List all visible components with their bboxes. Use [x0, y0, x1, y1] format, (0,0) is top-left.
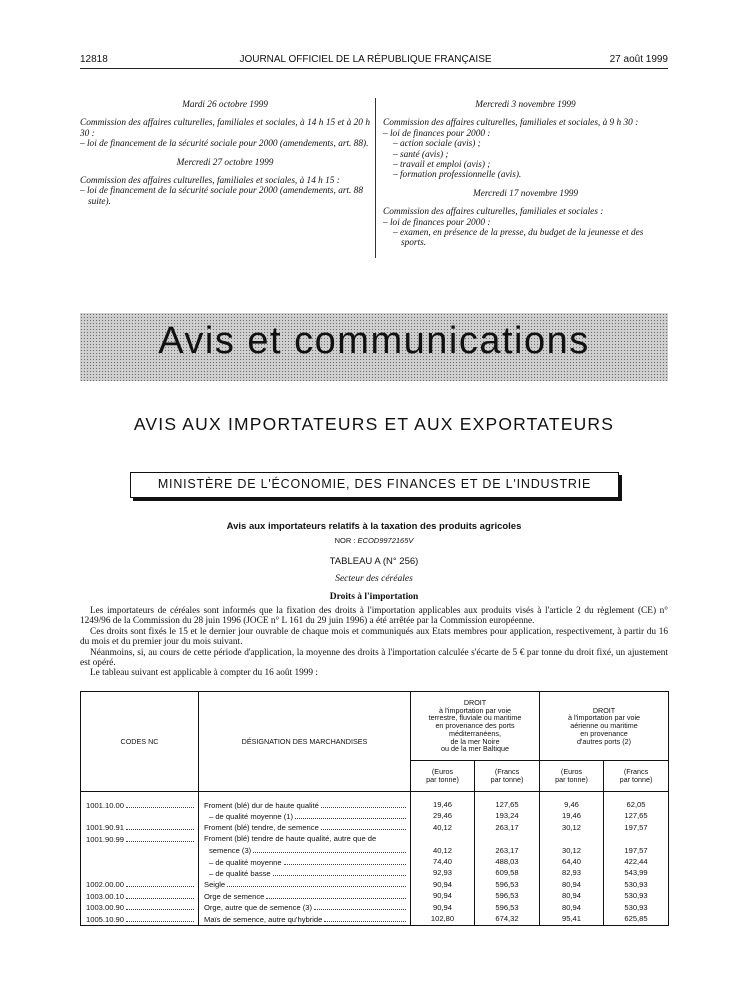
right-day2-heading: Mercredi 17 novembre 1999 — [472, 188, 579, 199]
right-day1-heading: Mercredi 3 novembre 1999 — [475, 100, 576, 110]
designation: – de qualité basse — [209, 868, 271, 878]
spacer-cell — [475, 792, 540, 800]
designation: Froment (blé) dur de haute qualité — [204, 800, 319, 810]
nor-code: ECOD9972165V — [357, 536, 414, 545]
nc-code: 1002.00.00 — [86, 880, 125, 890]
designation: Orge, autre que de semence (3) — [204, 903, 313, 913]
right-day1-subitem: – santé (avis) ; — [393, 149, 449, 160]
header-line: en provenance — [580, 728, 628, 738]
value-euros-1: 29,46 — [411, 811, 475, 822]
nc-code-cell — [81, 811, 199, 822]
designation: Seigle — [204, 880, 226, 890]
secteur-title: Secteur des céréales — [335, 574, 413, 584]
header-line: méditerranéens, — [449, 728, 501, 738]
designation-cell — [199, 857, 411, 868]
value-francs-1: 193,24 — [475, 811, 540, 822]
journal-title: JOURNAL OFFICIEL DE LA RÉPUBLIQUE FRANÇAISE — [239, 54, 492, 65]
header-line: d'autres ports (2) — [576, 736, 632, 746]
droits-title: Droits à l'importation — [329, 592, 419, 602]
designation: – de qualité moyenne — [209, 857, 282, 867]
designation-cell — [199, 845, 411, 856]
notice-paragraph: Ces droits sont fixés le 15 et le dernier jour ouvrable de chaque mois et communiqués aux Etats membres pour application, respectivement, à partir du 16 du mois et du premier jour du mois suivant. — [80, 626, 668, 648]
spacer-cell — [199, 792, 411, 800]
right-day1-item: – loi de finances pour 2000 : — [383, 128, 491, 139]
value-francs-2: 62,05 — [604, 800, 669, 811]
nc-code-cell — [81, 834, 199, 845]
header-line: à l'importation par voie — [438, 705, 512, 715]
value-euros-1: 40,12 — [411, 845, 475, 856]
unit-francs-2: (Francs par tonne) — [604, 761, 669, 792]
value-euros-2: 95,41 — [540, 914, 604, 926]
table-row — [81, 902, 669, 913]
ministry-name: MINISTÈRE DE L'ÉCONOMIE, DES FINANCES ET DE L'INDUSTRIE — [157, 477, 592, 491]
header-droit-aerienne — [540, 692, 669, 761]
notice-paragraph: Les importateurs de céréales sont informés que la fixation des droits à l'importation applicables aux produits visés à l'article 2 du règlement (CE) n° 1249/96 de la Commission du 28 juin 1996 (JOCE n° L 161 du 29 juin 1996) a été arrêtée par la Commission européenne. — [80, 606, 668, 627]
nc-code: 1005.10.90 — [86, 914, 125, 924]
nor-label: NOR : — [334, 536, 356, 545]
value-francs-2: 530,93 — [604, 891, 669, 902]
nor-reference — [80, 536, 668, 545]
value-francs-2: 530,93 — [604, 879, 669, 890]
right-day1-subitem: – travail et emploi (avis) ; — [393, 160, 491, 171]
header-rule — [80, 68, 668, 69]
unit-euros-2: (Euros par tonne) — [540, 761, 604, 792]
left-column — [80, 100, 370, 207]
value-francs-2 — [604, 834, 669, 845]
value-francs-1: 609,58 — [475, 868, 540, 879]
value-francs-2: 197,57 — [604, 845, 669, 856]
header-droit-terrestre — [411, 692, 540, 761]
value-francs-2: 625,85 — [604, 914, 669, 926]
header-line: DROIT — [463, 697, 487, 707]
spacer-cell — [81, 792, 199, 800]
value-euros-2: 64,40 — [540, 857, 604, 868]
right-column — [383, 100, 668, 249]
notice-title: Avis aux importateurs relatifs à la taxation des produits agricoles — [226, 521, 522, 532]
banner-title: Avis et communications — [158, 320, 590, 362]
designation-cell — [199, 822, 411, 833]
designation: Froment (blé) tendre de haute qualité, autre que de — [204, 834, 377, 844]
nc-code: 1003.00.10 — [86, 891, 125, 901]
header-line: terrestre, fluviale ou maritime — [428, 713, 522, 723]
nc-code: 1001.90.91 — [86, 823, 125, 833]
value-francs-2: 530,93 — [604, 902, 669, 913]
header-line: ou de la mer Baltique — [441, 744, 509, 754]
value-francs-1: 127,65 — [475, 800, 540, 811]
right-day1-commission: Commission des affaires culturelles, familiales et sociales, à 9 h 30 : — [383, 118, 639, 129]
right-day2-commission: Commission des affaires culturelles, familiales et sociales : — [383, 207, 604, 218]
nc-code-cell — [81, 902, 199, 913]
value-euros-2: 80,94 — [540, 902, 604, 913]
table-row — [81, 845, 669, 856]
designation-cell — [199, 891, 411, 902]
value-euros-2: 30,12 — [540, 845, 604, 856]
notice-paragraph: Le tableau suivant est applicable à compter du 16 août 1999 : — [90, 668, 318, 679]
value-francs-2: 127,65 — [604, 811, 669, 822]
nc-code-cell — [81, 868, 199, 879]
value-euros-1: 90,94 — [411, 902, 475, 913]
issue-date: 27 août 1999 — [609, 54, 668, 65]
value-euros-2: 80,94 — [540, 891, 604, 902]
nc-code: 1001.10.00 — [86, 800, 125, 810]
tariff-table — [80, 691, 669, 926]
spacer-cell — [540, 792, 604, 800]
table-row — [81, 914, 669, 926]
designation: Froment (blé) tendre, de semence — [204, 823, 319, 833]
left-day2-heading: Mercredi 27 octobre 1999 — [176, 157, 274, 168]
value-euros-2 — [540, 834, 604, 845]
table-body — [81, 792, 669, 926]
left-day1-item: – loi de financement de la sécurité sociale pour 2000 (amendements, art. 88). — [80, 139, 369, 150]
designation-cell — [199, 800, 411, 811]
value-euros-2: 80,94 — [540, 879, 604, 890]
table-row — [81, 868, 669, 879]
page-number: 12818 — [80, 54, 108, 65]
header-designation: DÉSIGNATION DES MARCHANDISES — [199, 692, 411, 792]
value-euros-2: 9,46 — [540, 800, 604, 811]
designation: – de qualité moyenne (1) — [209, 811, 294, 821]
value-francs-1: 596,53 — [475, 879, 540, 890]
notice-body — [80, 606, 668, 679]
designation-cell — [199, 879, 411, 890]
unit-francs-1: (Francs par tonne) — [475, 761, 540, 792]
value-francs-1: 596,53 — [475, 902, 540, 913]
value-euros-2: 19,46 — [540, 811, 604, 822]
nc-code-cell — [81, 822, 199, 833]
designation-cell — [199, 834, 411, 845]
value-francs-1: 596,53 — [475, 891, 540, 902]
value-euros-2: 30,12 — [540, 822, 604, 833]
value-euros-2: 82,93 — [540, 868, 604, 879]
right-day2-subitem: – examen, en présence de la presse, du budget de la jeunesse et des sports. — [393, 228, 644, 249]
table-row — [81, 879, 669, 890]
header-line: en provenance des ports — [435, 721, 515, 731]
value-euros-1: 102,80 — [411, 914, 475, 926]
value-francs-2: 422,44 — [604, 857, 669, 868]
value-euros-1: 74,40 — [411, 857, 475, 868]
nc-code-cell — [81, 845, 199, 856]
designation-cell — [199, 868, 411, 879]
value-euros-1: 90,94 — [411, 879, 475, 890]
unit-euros-1: (Euros par tonne) — [411, 761, 475, 792]
value-francs-2: 543,99 — [604, 868, 669, 879]
tableau-title: TABLEAU A (N° 256) — [329, 556, 419, 567]
table-row — [81, 891, 669, 902]
value-euros-1 — [411, 834, 475, 845]
right-day2-item: – loi de finances pour 2000 : — [383, 217, 491, 228]
designation: semence (3) — [209, 846, 252, 856]
value-francs-1: 263,17 — [475, 822, 540, 833]
left-day2-commission: Commission des affaires culturelles, familiales et sociales, à 14 h 15 : — [80, 176, 340, 187]
value-francs-1: 488,03 — [475, 857, 540, 868]
nc-code-cell — [81, 914, 199, 926]
spacer-cell — [411, 792, 475, 800]
section-title: AVIS AUX IMPORTATEURS ET AUX EXPORTATEURS — [133, 414, 615, 434]
table-row — [81, 834, 669, 845]
value-euros-1: 90,94 — [411, 891, 475, 902]
designation-cell — [199, 811, 411, 822]
nc-code: 1003.00.90 — [86, 903, 125, 913]
designation: Orge de semence — [204, 891, 265, 901]
table-row — [81, 857, 669, 868]
right-day1-subitem: – formation professionnelle (avis). — [393, 170, 522, 181]
left-day1-commission: Commission des affaires culturelles, familiales et sociales, à 14 h 15 et à 20 h 30 : — [80, 118, 370, 139]
nc-code-cell — [81, 800, 199, 811]
nc-code-cell — [81, 879, 199, 890]
left-day1-heading: Mardi 26 octobre 1999 — [182, 100, 268, 110]
header-line: à l'importation par voie — [567, 713, 641, 723]
value-francs-1: 674,32 — [475, 914, 540, 926]
left-day2-item: – loi de financement de la sécurité sociale pour 2000 (amendements, art. 88 suite). — [80, 186, 363, 207]
header-line: DROIT — [592, 705, 616, 715]
value-euros-1: 40,12 — [411, 822, 475, 833]
value-francs-2: 197,57 — [604, 822, 669, 833]
nc-code: 1001.90.99 — [86, 834, 125, 844]
header-codes-nc: CODES NC — [81, 692, 199, 792]
table-row — [81, 811, 669, 822]
spacer-cell — [604, 792, 669, 800]
designation: Maïs de semence, autre qu'hybride — [204, 914, 323, 924]
value-francs-1: 263,17 — [475, 845, 540, 856]
column-divider — [375, 98, 376, 258]
header-line: de la mer Noire — [450, 736, 500, 746]
designation-cell — [199, 914, 411, 926]
right-day1-subitem: – action sociale (avis) ; — [393, 139, 481, 150]
value-euros-1: 19,46 — [411, 800, 475, 811]
notice-paragraph: Néanmoins, si, au cours de cette période d'application, la moyenne des droits à l'importation calculée s'écarte de 5 € par tonne du droit fixé, un ajustement est opéré. — [80, 647, 668, 669]
table-row — [81, 800, 669, 811]
table-row — [81, 822, 669, 833]
designation-cell — [199, 902, 411, 913]
nc-code-cell — [81, 891, 199, 902]
value-euros-1: 92,93 — [411, 868, 475, 879]
header-line: aérienne ou maritime — [570, 721, 638, 731]
value-francs-1 — [475, 834, 540, 845]
nc-code-cell — [81, 857, 199, 868]
